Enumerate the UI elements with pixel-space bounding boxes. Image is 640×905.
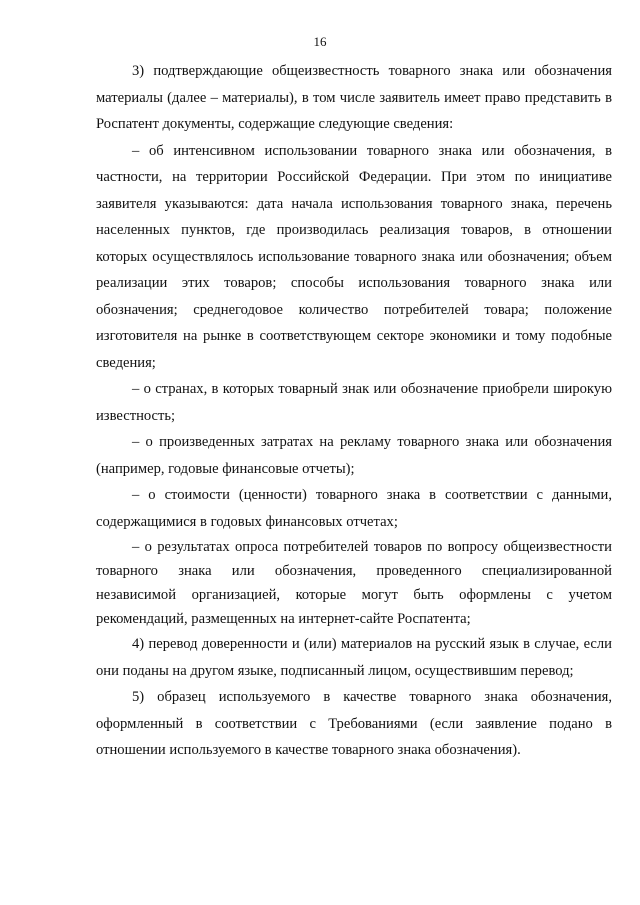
paragraph-item-4: 4) перевод доверенности и (или) материалов на русский язык в случае, если они поданы на другом языке, подписанный лицом, осуществившим перевод; (96, 636, 612, 679)
paragraph-item-3: 3) подтверждающие общеизвестность товарного знака или обозначения материалы (далее – материалы), в том числе заявитель имеет право представить в Роспатент документы, содержащие следующие сведения: (96, 63, 612, 132)
paragraph-survey-results: – о результатах опроса потребителей товаров по вопросу общеизвестности товарного знака или обозначения, проведенного специализированной независимой организацией, которые могут быть оформлены с учетом рекомендаций, размещенных на интернет-сайте Роспатента; (96, 539, 612, 627)
page-number: 16 (313, 34, 327, 49)
paragraph-advertising-costs: – о произведенных затратах на рекламу товарного знака или обозначения (например, годовые финансовые отчеты); (96, 434, 612, 477)
paragraph-trademark-value: – о стоимости (ценности) товарного знака в соответствии с данными, содержащимися в годовых финансовых отчетах; (96, 487, 612, 530)
document-body (96, 58, 612, 764)
paragraph-item-5: 5) образец используемого в качестве товарного знака обозначения, оформленный в соответствии с Требованиями (если заявление подано в отношении используемого в качестве товарного знака обозначения). (96, 689, 612, 758)
paragraph-usage-info: – об интенсивном использовании товарного знака или обозначения, в частности, на территории Российской Федерации. При этом по инициативе заявителя указываются: дата начала использования товарного знака, перечень населенных пунктов, где производилась реализация товаров, в отношении которых осуществлялось использование товарного знака или обозначения; объем реализации этих товаров; способы использования товарного знака или обозначения; среднегодовое количество потребителей товара; положение изготовителя на рынке в соответствующем секторе экономики и тому подобные сведения; (96, 142, 612, 371)
paragraph-countries: – о странах, в которых товарный знак или обозначение приобрели широкую известность; (96, 381, 612, 424)
